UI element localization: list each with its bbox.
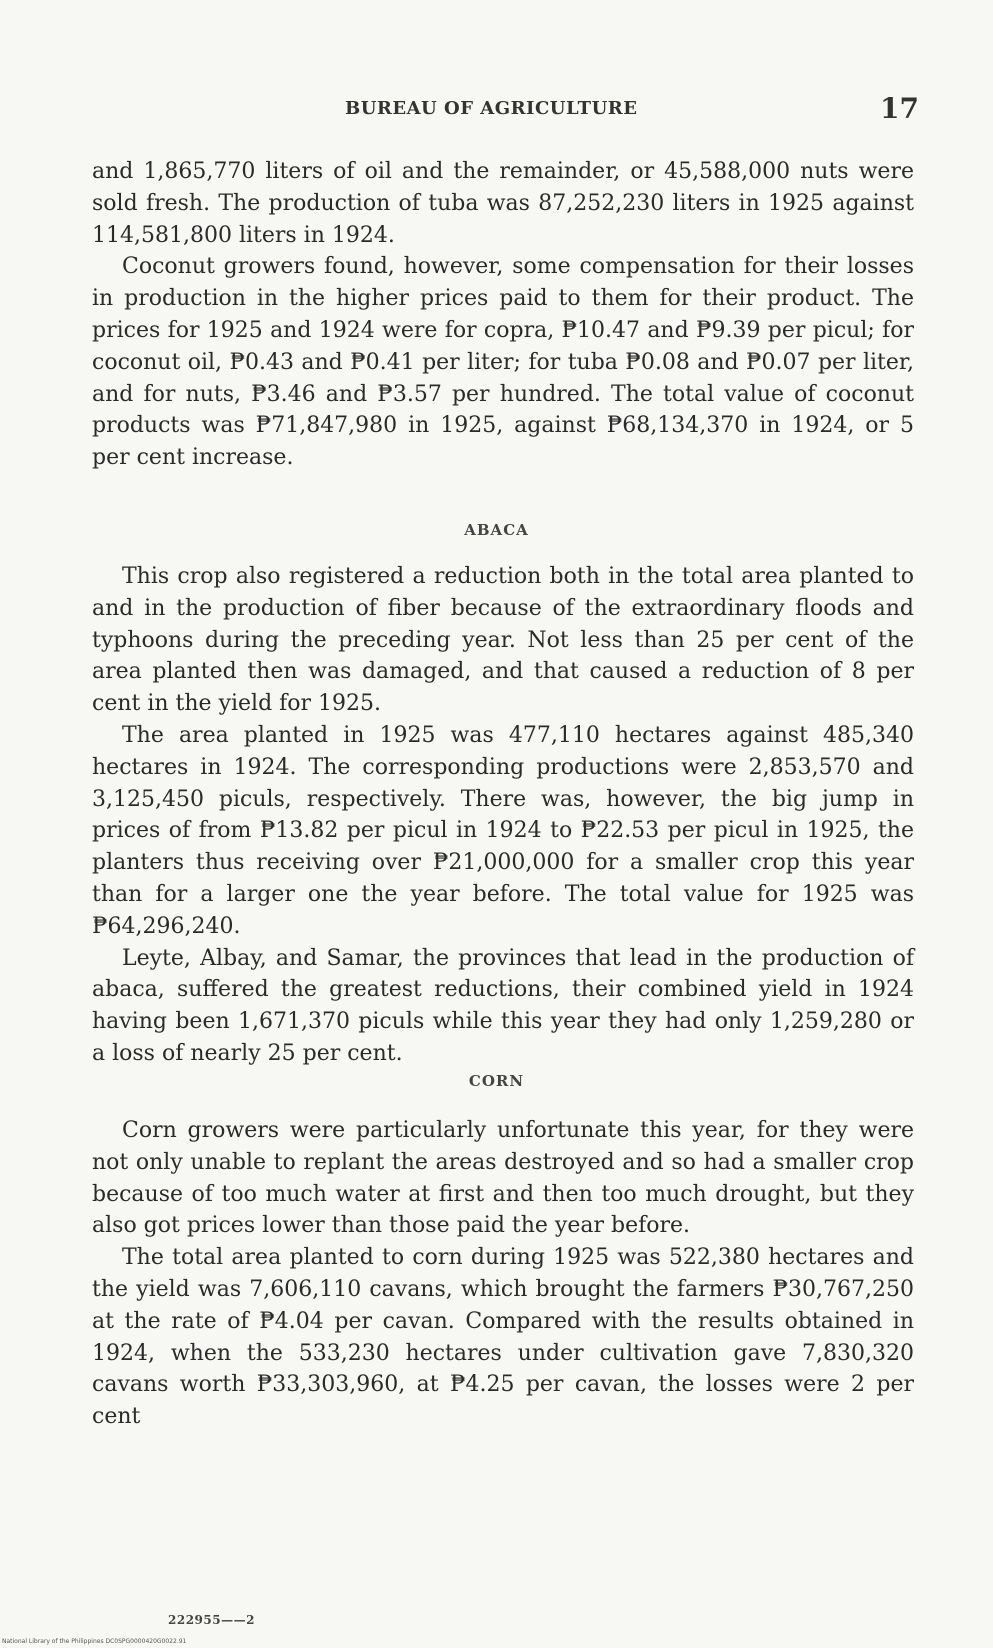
section-heading-abaca: ABACA <box>464 521 529 539</box>
coconut-continuation <box>92 156 914 474</box>
page-number: 17 <box>880 92 919 125</box>
corn-section <box>92 1115 914 1433</box>
section-heading-corn: CORN <box>468 1072 525 1090</box>
running-head: BUREAU OF AGRICULTURE <box>345 98 638 119</box>
abaca-section <box>92 561 914 1070</box>
signature-code: 222955——2 <box>168 1613 255 1627</box>
library-stamp: National Library of the Philippines DC0SPG0000420G0022.91 <box>2 1638 187 1645</box>
paragraph: This crop also registered a reduction both in the total area planted to and in the production of fiber because of the extraordinary floods and typhoons during the preceding year. Not less than 25 per cent of the area planted then was damaged, and that caused a reduction of 8 per cent in the yield for 1925. <box>92 564 914 717</box>
paragraph: and 1,865,770 liters of oil and the remainder, or 45,588,000 nuts were sold fresh. The production of tuba was 87,252,230 liters in 1925 against 114,581,800 liters in 1924. <box>92 159 914 248</box>
paragraph: Leyte, Albay, and Samar, the provinces that lead in the production of abaca, suffered the greatest reductions, their combined yield in 1924 having been 1,671,370 piculs while this year they had only 1,259,280 or a loss of nearly 25 per cent. <box>92 945 914 1066</box>
paragraph: The area planted in 1925 was 477,110 hectares against 485,340 hectares in 1924. The corresponding productions were 2,853,570 and 3,125,450 piculs, respectively. There was, however, the big jump in prices of from ₱13.82 per picul in 1924 to ₱22.53 per picul in 1925, the planters thus receiving over ₱21,000,000 for a smaller crop this year than for a larger one the year before. The total value for 1925 was ₱64,296,240. <box>92 722 914 939</box>
paragraph: Corn growers were particularly unfortunate this year, for they were not only unable to replant the areas destroyed and so had a smaller crop because of too much water at first and then too much drought, but they also got prices lower than those paid the year before. <box>92 1118 914 1239</box>
paragraph: Coconut growers found, however, some compensation for their losses in production in the higher prices paid to them for their product. The prices for 1925 and 1924 were for copra, ₱10.47 and ₱9.39 per picul; for coconut oil, ₱0.43 and ₱0.41 per liter; for tuba ₱0.08 and ₱0.07 per liter, and for nuts, ₱3.46 and ₱3.57 per hundred. The total value of coconut products was ₱71,847,980 in 1925, against ₱68,134,370 in 1924, or 5 per cent increase. <box>92 254 914 471</box>
paragraph: The total area planted to corn during 1925 was 522,380 hectares and the yield was 7,606,110 cavans, which brought the farmers ₱30,767,250 at the rate of ₱4.04 per cavan. Compared with the results obtained in 1924, when the 533,230 hectares under cultivation gave 7,830,320 cavans worth ₱33,303,960, at ₱4.25 per cavan, the losses were 2 per cent <box>92 1245 914 1430</box>
